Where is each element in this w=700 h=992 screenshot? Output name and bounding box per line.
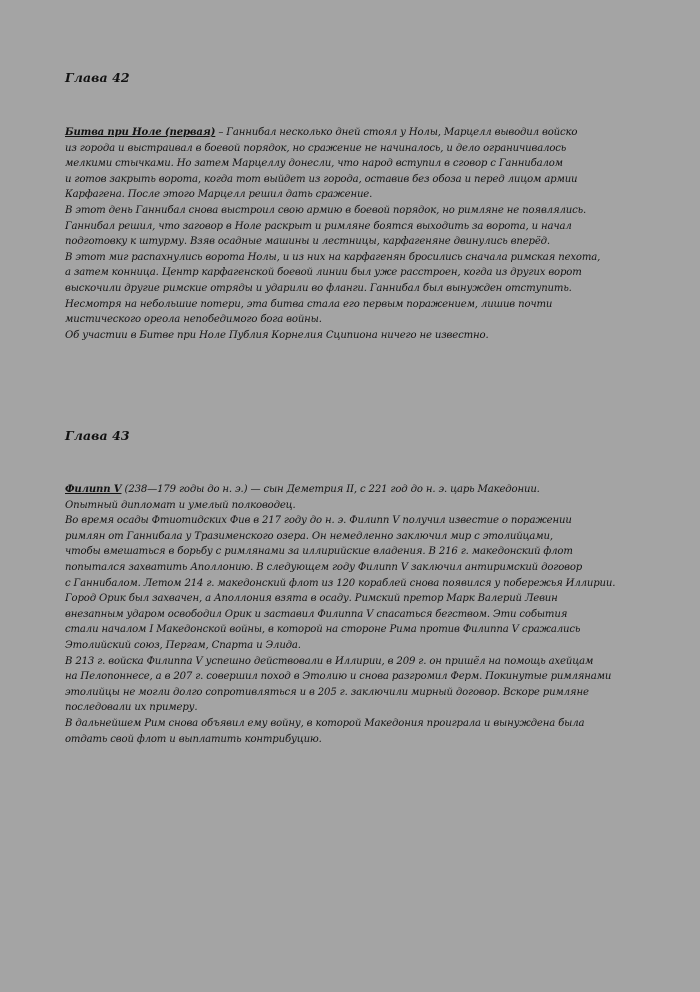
chapter-43-heading: Глава 43 [65,428,130,443]
text-line: В дальнейшем Рим снова объявил ему войну, в которой Македония проиграла и вынуждена была [65,717,585,729]
chapter-43-text [65,482,616,747]
text-line: стали началом I Македонской войны, в которой на стороне Рима против Филиппа V сражались [65,624,581,636]
text-line: на Пелопоннесе, а в 207 г. совершил поход в Этолию и снова разгромил Ферм. Покинутые римлянами [65,671,612,683]
text-line: с Ганнибалом. Летом 214 г. македонский флот из 120 кораблей снова появился у побережья Иллирии. [65,577,616,589]
text-line: чтобы вмешаться в борьбу с римлянами за иллирийские владения. В 216 г. македонский флот [65,546,573,558]
text-line: Битва при Ноле (первая) – Ганнибал несколько дней стоял у Нолы, Марцелл выводил войско [65,127,578,138]
text-line: Опытный дипломат и умелый полководец. [65,499,296,511]
text-line: мелкими стычками. Но затем Марцеллу донесли, что народ вступил в сговор с Ганнибалом [65,158,563,170]
text-line: из города и выстраивал в боевой порядок, но сражение не начиналось, и дело ограничивалось [65,142,567,154]
text-line: Во время осады Фтиотидских Фив в 217 году до н. э. Филипп V получил известие о поражении [65,515,572,527]
chapter-42-text [65,125,605,343]
text-line: внезапным ударом освободил Орик и заставил Филиппа V спасаться бегством. Эти события [65,608,568,620]
text-line: Ганнибал решил, что заговор в Ноле раскрыт и римляне боятся выходить за ворота, и начал [65,220,572,232]
text-line: В 213 г. войска Филиппа V успешно действовали в Иллирии, в 209 г. он пришёл на помощь ахейцам [65,655,594,667]
text-line: последовали их примеру. [65,702,198,714]
text-line: мистического ореола непобедимого бога войны. [65,314,322,326]
text-line: подготовку к штурму. Взяв осадные машины и лестницы, карфагеняне двинулись вперёд. [65,236,550,248]
text-line: Несмотря на небольшие потери, эта битва стала его первым поражением, лишив почти [65,298,553,310]
text-line: В этот миг распахнулись ворота Нолы, и из них на карфагенян бросились сначала римская пехота, [65,251,601,263]
text-line: Филипп V (238—179 годы до н. э.) — сын Деметрия II, с 221 год до н. э. царь Македонии. [65,484,540,495]
text-line: римлян от Ганнибала у Тразименского озера. Он немедленно заключил мир с этолийцами, [65,530,553,542]
article-title-philip-v: Филипп V [65,484,122,495]
text-line: Этолийский союз, Пергам, Спарта и Элида. [65,639,301,651]
text-line: Город Орик был захвачен, а Аполлония взята в осаду. Римский претор Марк Валерий Левин [65,593,558,605]
text-line: а затем конница. Центр карфагенской боевой линии был уже расстроен, когда из других ворот [65,267,582,279]
text-line: и готов закрыть ворота, когда тот выйдет из города, оставив без обоза и перед лицом армии [65,173,578,185]
text-line: В этот день Ганнибал снова выстроил свою армию в боевой порядок, но римляне не появлялись. [65,204,587,216]
chapter-42-heading: Глава 42 [65,70,130,85]
text-line: Карфагена. После этого Марцелл решил дать сражение. [65,189,373,201]
text-line: отдать свой флот и выплатить контрибуцию. [65,733,322,745]
article-title-nola-battle: Битва при Ноле (первая) [65,127,216,138]
text-line: выскочили другие римские отряды и ударили во фланги. Ганнибал был вынужден отступить. [65,282,572,294]
text-line: попытался захватить Аполлонию. В следующем году Филипп V заключил антиримский договор [65,561,583,573]
text-line: этолийцы не могли долго сопротивляться и в 205 г. заключили мирный договор. Вскоре римляне [65,686,589,698]
text-line: Об участии в Битве при Ноле Публия Корнелия Сципиона ничего не известно. [65,329,489,341]
